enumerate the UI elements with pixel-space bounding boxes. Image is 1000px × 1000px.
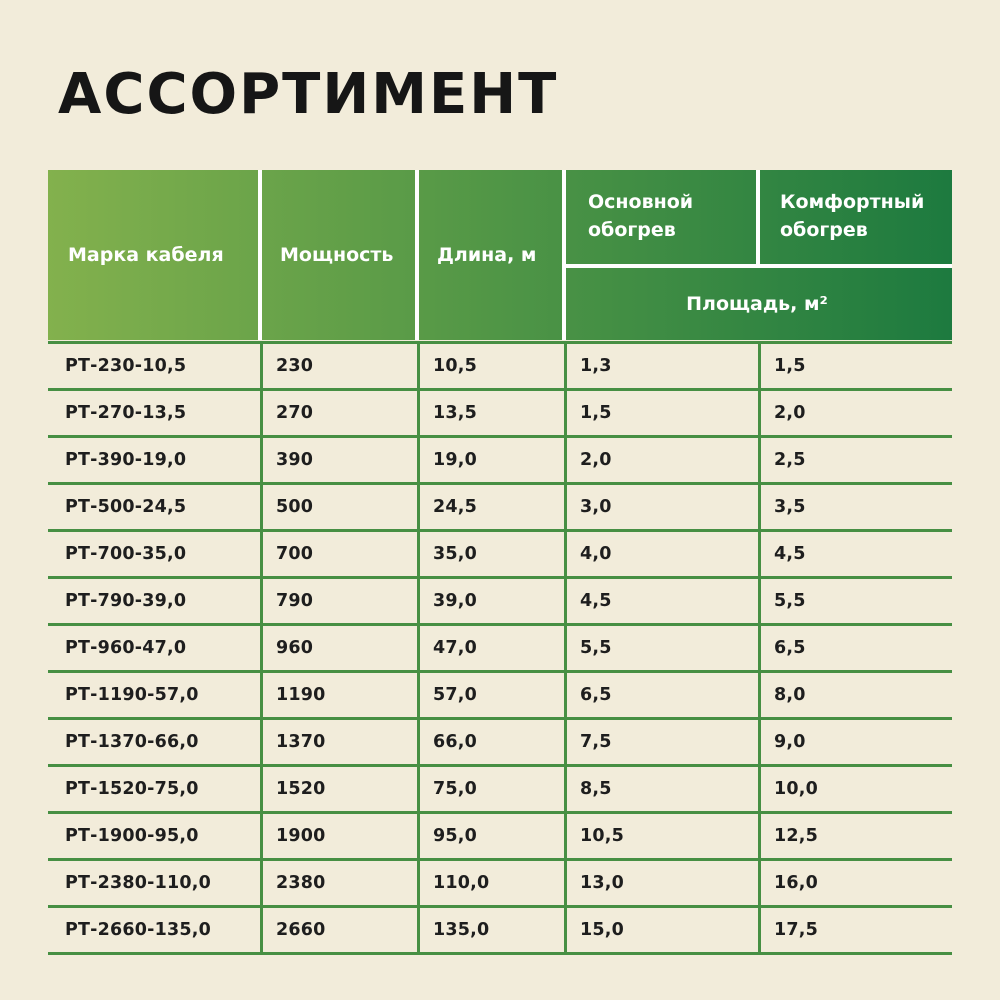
cell-mark: РТ-790-39,0 (65, 591, 187, 611)
column-header-length: Длина, м (437, 244, 537, 266)
cell-mark: РТ-390-19,0 (65, 450, 187, 470)
cell-length: 135,0 (417, 908, 564, 952)
cell-power: 1190 (260, 673, 417, 717)
page-title: АССОРТИМЕНТ (58, 62, 559, 127)
cell-main-area: 8,5 (564, 767, 758, 811)
cell-mark: РТ-1900-95,0 (65, 826, 199, 846)
cell-mark: РТ-2660-135,0 (65, 920, 211, 940)
cell-power: 1900 (260, 814, 417, 858)
column-header-main-heating: Основной обогрев (588, 191, 694, 241)
cell-main-area: 1,3 (564, 344, 758, 388)
cell-main-area: 13,0 (564, 861, 758, 905)
cell-mark: РТ-1190-57,0 (65, 685, 199, 705)
cell-main-area: 4,5 (564, 579, 758, 623)
cell-comfort-area: 2,5 (758, 438, 952, 482)
table-row (48, 623, 952, 670)
cell-comfort-area: 5,5 (758, 579, 952, 623)
table-row (48, 482, 952, 529)
cell-main-area: 10,5 (564, 814, 758, 858)
cell-comfort-area: 9,0 (758, 720, 952, 764)
column-header-cable-mark: Марка кабеля (68, 244, 224, 266)
table-row (48, 670, 952, 717)
table-row (48, 811, 952, 858)
table-row (48, 905, 952, 955)
cell-length: 66,0 (417, 720, 564, 764)
cell-power: 2380 (260, 861, 417, 905)
cell-mark: РТ-500-24,5 (65, 497, 187, 517)
cell-mark: РТ-1520-75,0 (65, 779, 199, 799)
table-row (48, 435, 952, 482)
header-separator (415, 170, 419, 340)
cell-length: 47,0 (417, 626, 564, 670)
cell-mark: РТ-270-13,5 (65, 403, 187, 423)
table-body (48, 341, 952, 955)
header-separator (756, 170, 760, 264)
cell-main-area: 1,5 (564, 391, 758, 435)
cell-power: 270 (260, 391, 417, 435)
table-row (48, 388, 952, 435)
cell-power: 390 (260, 438, 417, 482)
cell-comfort-area: 8,0 (758, 673, 952, 717)
cell-power: 960 (260, 626, 417, 670)
column-header-power: Мощность (280, 244, 394, 266)
cell-length: 95,0 (417, 814, 564, 858)
cell-mark: РТ-700-35,0 (65, 544, 187, 564)
cell-main-area: 4,0 (564, 532, 758, 576)
cell-length: 39,0 (417, 579, 564, 623)
cell-power: 1520 (260, 767, 417, 811)
cell-length: 10,5 (417, 344, 564, 388)
table-row (48, 341, 952, 388)
table-row (48, 764, 952, 811)
header-separator (258, 170, 262, 340)
table-row (48, 858, 952, 905)
cell-power: 230 (260, 344, 417, 388)
cell-main-area: 6,5 (564, 673, 758, 717)
cell-length: 24,5 (417, 485, 564, 529)
cell-comfort-area: 16,0 (758, 861, 952, 905)
cell-power: 790 (260, 579, 417, 623)
cell-power: 1370 (260, 720, 417, 764)
table-row (48, 576, 952, 623)
cell-length: 19,0 (417, 438, 564, 482)
cell-mark: РТ-230-10,5 (65, 356, 187, 376)
cell-comfort-area: 10,0 (758, 767, 952, 811)
column-header-comfort-heating: Комфортный обогрев (780, 191, 925, 241)
cell-power: 2660 (260, 908, 417, 952)
cell-length: 35,0 (417, 532, 564, 576)
cell-comfort-area: 3,5 (758, 485, 952, 529)
table-row (48, 717, 952, 764)
cell-comfort-area: 6,5 (758, 626, 952, 670)
cell-main-area: 15,0 (564, 908, 758, 952)
cell-mark: РТ-960-47,0 (65, 638, 187, 658)
cell-mark: РТ-2380-110,0 (65, 873, 211, 893)
cell-main-area: 3,0 (564, 485, 758, 529)
cell-comfort-area: 12,5 (758, 814, 952, 858)
cell-length: 110,0 (417, 861, 564, 905)
cell-length: 57,0 (417, 673, 564, 717)
cell-mark: РТ-1370-66,0 (65, 732, 199, 752)
cell-length: 75,0 (417, 767, 564, 811)
cell-comfort-area: 2,0 (758, 391, 952, 435)
cell-main-area: 5,5 (564, 626, 758, 670)
column-header-area: Площадь, м² (686, 293, 828, 315)
cell-main-area: 2,0 (564, 438, 758, 482)
cell-power: 500 (260, 485, 417, 529)
cell-length: 13,5 (417, 391, 564, 435)
cell-comfort-area: 1,5 (758, 344, 952, 388)
cell-comfort-area: 17,5 (758, 908, 952, 952)
cell-power: 700 (260, 532, 417, 576)
table-row (48, 529, 952, 576)
cell-comfort-area: 4,5 (758, 532, 952, 576)
cell-main-area: 7,5 (564, 720, 758, 764)
assortment-table (48, 170, 952, 955)
table-header (48, 170, 952, 340)
